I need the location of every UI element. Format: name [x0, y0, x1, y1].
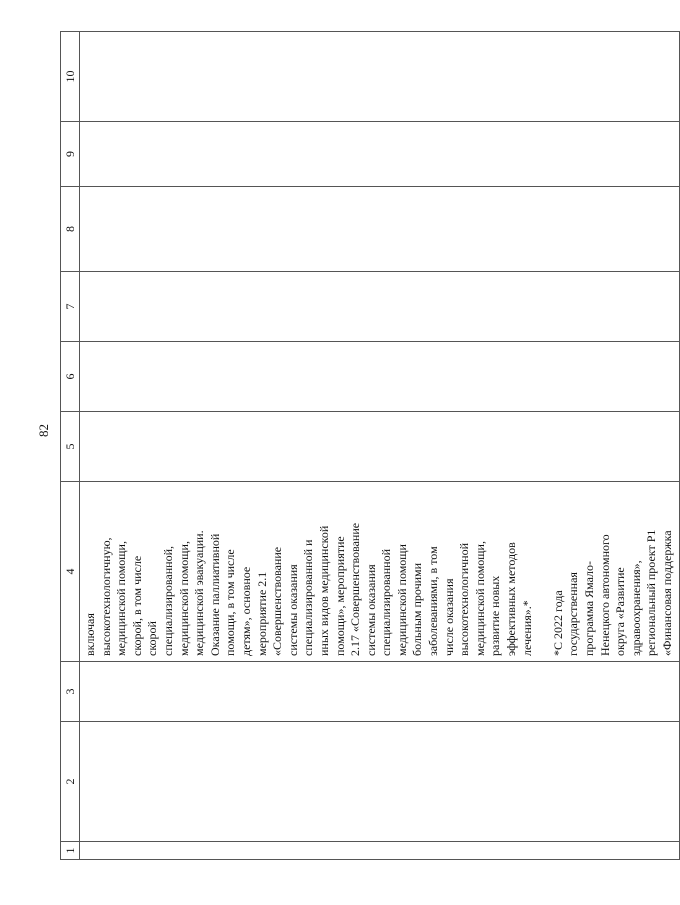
text-line: скорой: [145, 621, 160, 656]
text-line: мероприятие 2.1: [254, 571, 269, 656]
cell-col-4: [80, 482, 680, 662]
text-line: развитие новых: [488, 575, 503, 656]
col-header-7: 7: [61, 272, 80, 342]
col-header-1: 1: [61, 842, 80, 860]
col-header-3: 3: [61, 662, 80, 722]
text-line: числе оказания: [441, 578, 456, 656]
cell-col-5: [80, 412, 680, 482]
text-line: медицинской помощи,: [472, 541, 487, 656]
text-line: округа «Развитие: [613, 567, 628, 656]
page-number: 82: [36, 424, 51, 437]
cell-col-2: [80, 722, 680, 842]
text-line: Оказание паллиативной: [207, 533, 222, 656]
rotated-table-container: [60, 32, 674, 860]
text-line: заболеваниями, в том: [426, 546, 441, 656]
text-line: медицинской помощи,: [176, 541, 191, 656]
text-line: здравоохранения»,: [628, 560, 643, 656]
col-header-4: 4: [61, 482, 80, 662]
cell-col-3: [80, 662, 680, 722]
text-line: 2.17 «Совершенствование: [348, 522, 363, 656]
cell-col-8: [80, 187, 680, 272]
col-header-2: 2: [61, 722, 80, 842]
text-line: детям», основное: [238, 566, 253, 656]
col-header-5: 5: [61, 412, 80, 482]
col-header-9: 9: [61, 122, 80, 187]
col-header-8: 8: [61, 187, 80, 272]
text-line: эффективных методов: [504, 542, 519, 656]
cell-col-7: [80, 272, 680, 342]
text-line: медицинской помощи,: [114, 541, 129, 656]
table-row: [80, 32, 680, 860]
cell-col-10: [80, 32, 680, 122]
text-line: включая: [83, 613, 97, 656]
text-line: *С 2022 года: [550, 590, 565, 656]
text-line: помощи, в том числе: [223, 549, 238, 656]
text-line: высокотехнологичную,: [98, 537, 113, 656]
text-line: больным прочими: [410, 562, 425, 656]
text-line: помощи», мероприятие: [332, 536, 347, 656]
col-header-6: 6: [61, 342, 80, 412]
text-line: лечения».*: [519, 600, 534, 656]
cell-col-6: [80, 342, 680, 412]
text-line: специализированной и: [301, 539, 316, 656]
text-line: Ненецкого автономного: [597, 534, 612, 656]
text-line: иных видов медицинской: [316, 525, 331, 656]
text-line: высокотехнологичной: [457, 542, 472, 656]
blank-line: [535, 487, 551, 656]
column-4-text: [83, 487, 676, 656]
text-line: программа Ямало-: [582, 560, 596, 656]
text-line: системы оказания: [285, 564, 300, 656]
header-row: [61, 32, 80, 860]
text-line: «Совершенствование: [270, 546, 285, 656]
text-line: региональный проект Р1: [644, 529, 659, 656]
text-line: государственная: [566, 572, 581, 656]
text-line: медицинской эвакуации.: [192, 530, 207, 656]
cell-col-1: [80, 842, 680, 860]
cell-col-9: [80, 122, 680, 187]
text-line: системы оказания: [363, 564, 378, 656]
col-header-10: 10: [61, 32, 80, 122]
text-line: специализированной,: [160, 545, 175, 656]
text-line: «Финансовая поддержка: [659, 530, 674, 656]
data-table: [60, 31, 680, 860]
text-line: скорой, в том числе: [129, 555, 144, 656]
text-line: медицинской помощи: [394, 544, 409, 656]
text-line: специализированной: [379, 548, 394, 656]
